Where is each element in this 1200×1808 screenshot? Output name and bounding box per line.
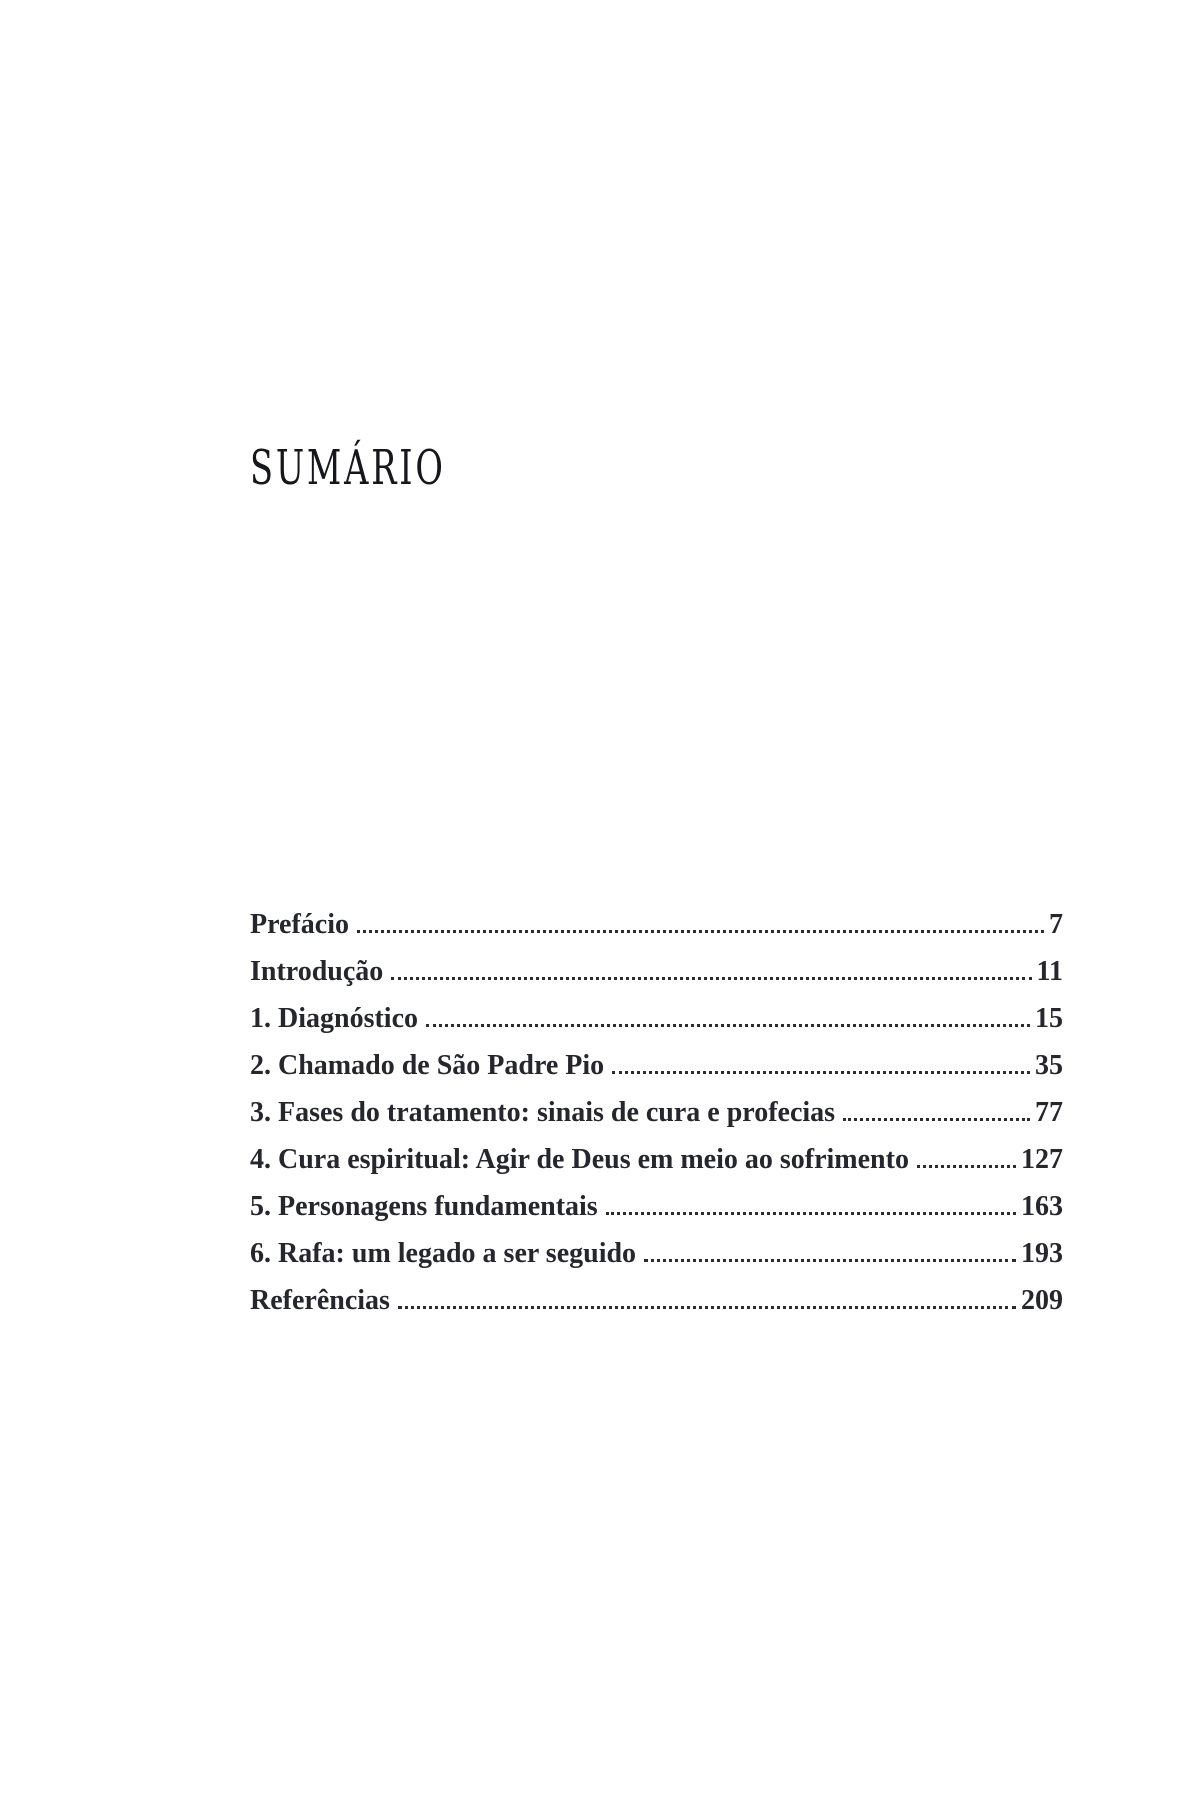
toc-row <box>250 908 1063 941</box>
dot-leader <box>606 1212 1016 1215</box>
toc-entry-label: Referências <box>250 1285 390 1316</box>
toc-row <box>250 1237 1063 1270</box>
toc-row <box>250 955 1063 988</box>
toc-row <box>250 1284 1063 1317</box>
toc-entry-page-number: 77 <box>1035 1097 1063 1128</box>
toc-entry-label: 6. Rafa: um legado a ser seguido <box>250 1238 637 1269</box>
toc-entry-label: 1. Diagnóstico <box>250 1003 418 1034</box>
dot-leader <box>612 1071 1030 1074</box>
dot-leader <box>917 1165 1016 1168</box>
toc-entry-label: Prefácio <box>250 909 349 940</box>
toc-entry-page-number: 35 <box>1035 1050 1063 1081</box>
dot-leader <box>644 1259 1016 1262</box>
toc-entry-page-number: 11 <box>1036 956 1063 987</box>
toc-entry-label: 3. Fases do tratamento: sinais de cura e profecias <box>250 1097 836 1128</box>
toc-entry-page-number: 15 <box>1035 1003 1063 1034</box>
toc-row <box>250 1143 1063 1176</box>
dot-leader <box>426 1024 1030 1027</box>
toc-entry-label: 2. Chamado de São Padre Pio <box>250 1050 605 1081</box>
toc-row <box>250 1049 1063 1082</box>
toc-entry-page-number: 163 <box>1021 1191 1063 1222</box>
dot-leader <box>398 1306 1016 1309</box>
dot-leader <box>391 977 1031 980</box>
dot-leader <box>357 930 1044 933</box>
toc-entry-page-number: 209 <box>1021 1285 1063 1316</box>
toc-row <box>250 1190 1063 1223</box>
table-of-contents <box>250 908 1063 1331</box>
toc-entry-page-number: 7 <box>1049 909 1063 940</box>
toc-entry-label: 5. Personagens fundamentais <box>250 1191 598 1222</box>
toc-entry-page-number: 127 <box>1021 1144 1063 1175</box>
toc-entry-label: 4. Cura espiritual: Agir de Deus em meio ao sofrimento <box>250 1144 909 1175</box>
toc-row <box>250 1096 1063 1129</box>
dot-leader <box>843 1118 1030 1121</box>
toc-entry-label: Introdução <box>250 956 384 987</box>
page-title: SUMÁRIO <box>250 440 446 496</box>
toc-entry-page-number: 193 <box>1021 1238 1063 1269</box>
toc-row <box>250 1002 1063 1035</box>
